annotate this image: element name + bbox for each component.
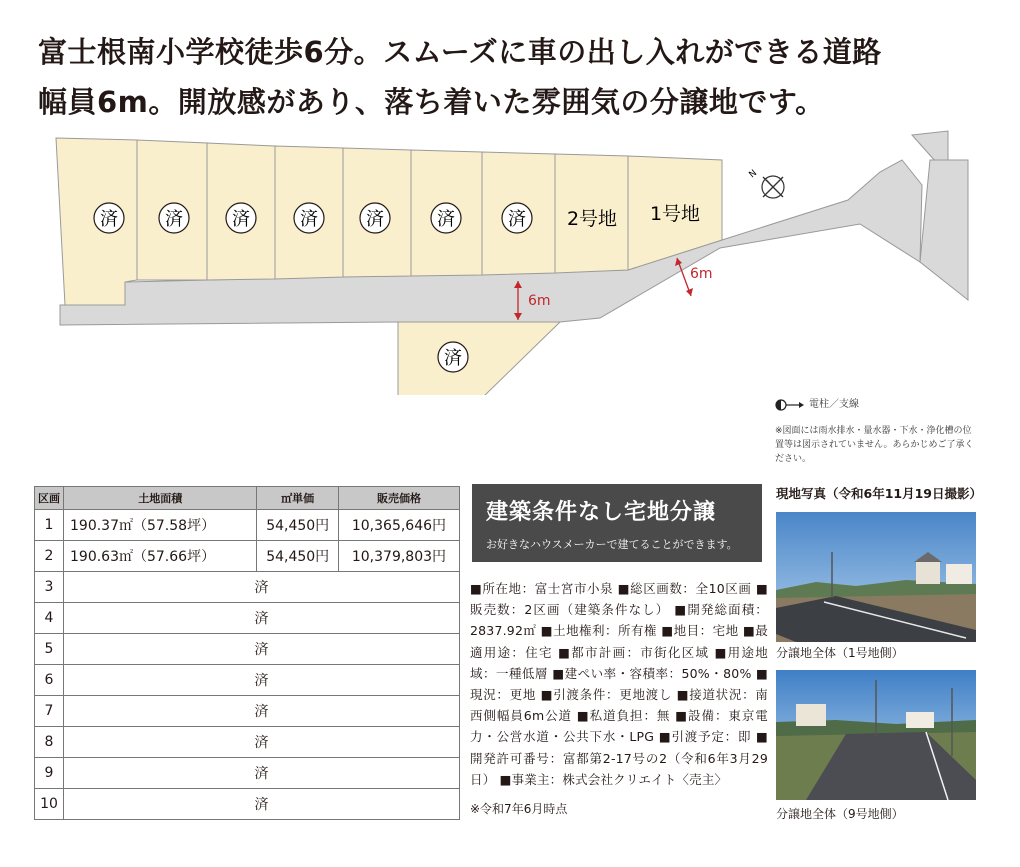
lot-number: 6 — [35, 665, 64, 696]
compass-icon — [748, 168, 784, 198]
svg-text:済: 済 — [508, 209, 526, 230]
table-row — [35, 572, 460, 603]
lot-2-label: 2号地 — [566, 208, 618, 230]
header-unit-price: ㎡単価 — [257, 487, 338, 510]
lots-table — [34, 486, 460, 820]
sold-mark-lot-7 — [294, 203, 324, 233]
map-legend — [775, 398, 859, 412]
header-area: 土地面積 — [64, 487, 257, 510]
lot-number: 3 — [35, 572, 64, 603]
lot-number: 2 — [35, 541, 64, 572]
lot-area: 190.63㎡（57.66坪） — [64, 541, 257, 572]
as-of-note: ※令和7年6月時点 — [470, 802, 568, 816]
lot-area: 190.37㎡（57.58坪） — [64, 510, 257, 541]
header-price: 販売価格 — [338, 487, 459, 510]
lot-number: 1 — [35, 510, 64, 541]
table-row — [35, 665, 460, 696]
road-width-label-1: 6m — [528, 293, 551, 309]
banner-subtitle: お好きなハウスメーカーで建てることができます。 — [486, 538, 738, 551]
road-right-branch — [920, 160, 968, 300]
photo-caption-2: 分譲地全体（9号地側） — [776, 807, 904, 821]
lot-status: 済 — [64, 603, 460, 634]
map-note: ※図面には雨水排水・量水器・下水・浄化槽の位置等は図示されていません。あらかじめご了承ください。 — [775, 426, 974, 464]
svg-text:済: 済 — [437, 209, 455, 230]
table-row — [35, 541, 460, 572]
lot-number: 10 — [35, 789, 64, 820]
sold-mark-lot-9 — [159, 203, 189, 233]
lot-number: 8 — [35, 727, 64, 758]
headline-line-2: 幅員6m。開放感があり、落ち着いた雰囲気の分譲地です。 — [38, 85, 825, 119]
photo-section-title: 現地写真（令和6年11月19日撮影） — [776, 486, 982, 501]
table-row — [35, 696, 460, 727]
svg-text:済: 済 — [300, 209, 318, 230]
lot-unit-price: 54,450円 — [257, 510, 338, 541]
sold-mark-lot-8 — [226, 203, 256, 233]
svg-text:済: 済 — [232, 209, 250, 230]
table-row — [35, 510, 460, 541]
sold-mark-lot-4 — [502, 203, 532, 233]
lot-number: 5 — [35, 634, 64, 665]
utility-pole-icon — [775, 399, 805, 411]
table-row — [35, 758, 460, 789]
lot-status: 済 — [64, 758, 460, 789]
lot-status: 済 — [64, 572, 460, 603]
legend-label: 電柱／支線 — [809, 399, 859, 410]
lot-number: 9 — [35, 758, 64, 789]
banner-title: 建築条件なし宅地分譲 — [486, 500, 717, 525]
sold-mark-lot-3 — [438, 342, 468, 372]
lot-3 — [398, 322, 560, 395]
lot-status: 済 — [64, 727, 460, 758]
svg-text:N: N — [747, 168, 760, 181]
lot-number: 7 — [35, 696, 64, 727]
site-plan-map — [0, 125, 1000, 395]
sold-mark-lot-10 — [94, 203, 124, 233]
site-photo-2 — [776, 670, 976, 800]
road-top-right-area — [912, 131, 948, 162]
lot-status: 済 — [64, 665, 460, 696]
condition-banner — [472, 484, 762, 562]
site-photo-1 — [776, 512, 976, 642]
property-details: ■所在地：富士宮市小泉 ■総区画数：全10区画 ■販売数：2区画（建築条件なし） ■開発総面積：2837.92㎡ ■土地権利：所有権 ■地目：宅地 ■最適用途：住宅 ■都市計画：市街化区域 ■用途地域：一種低層 ■建ぺい率・容積率：50%・80% ■現況：更地 ■引渡条件：更地渡し ■接道状況：南西側幅員6m公道 ■私道負担：無 ■設備：東京電力・公営水道・公共下水・LPG ■引渡予定：即 ■開発許可番号：富都第2-17号の2（令和6年3月29日） ■事業主：株式会社クリエイト〈売主〉 — [470, 581, 768, 787]
sold-mark-lot-5 — [431, 203, 461, 233]
photo-caption-1: 分譲地全体（1号地側） — [776, 646, 904, 660]
lot-status: 済 — [64, 696, 460, 727]
lot-unit-price: 54,450円 — [257, 541, 338, 572]
lot-1-label: 1号地 — [649, 203, 701, 225]
table-row — [35, 603, 460, 634]
lot-number: 4 — [35, 603, 64, 634]
headline-line-1: 富士根南小学校徒歩6分。スムーズに車の出し入れができる道路 — [38, 35, 882, 69]
svg-text:済: 済 — [100, 209, 118, 230]
table-row — [35, 634, 460, 665]
sold-mark-lot-6 — [360, 203, 390, 233]
header-lot: 区画 — [35, 487, 64, 510]
svg-text:済: 済 — [366, 209, 384, 230]
lot-price: 10,379,803円 — [338, 541, 459, 572]
table-header-row — [35, 487, 460, 510]
road-width-label-2: 6m — [690, 266, 713, 282]
svg-text:済: 済 — [444, 348, 462, 369]
lot-status: 済 — [64, 634, 460, 665]
lot-status: 済 — [64, 789, 460, 820]
table-row — [35, 727, 460, 758]
table-row — [35, 789, 460, 820]
lot-price: 10,365,646円 — [338, 510, 459, 541]
lots — [56, 138, 722, 395]
svg-text:済: 済 — [165, 209, 183, 230]
